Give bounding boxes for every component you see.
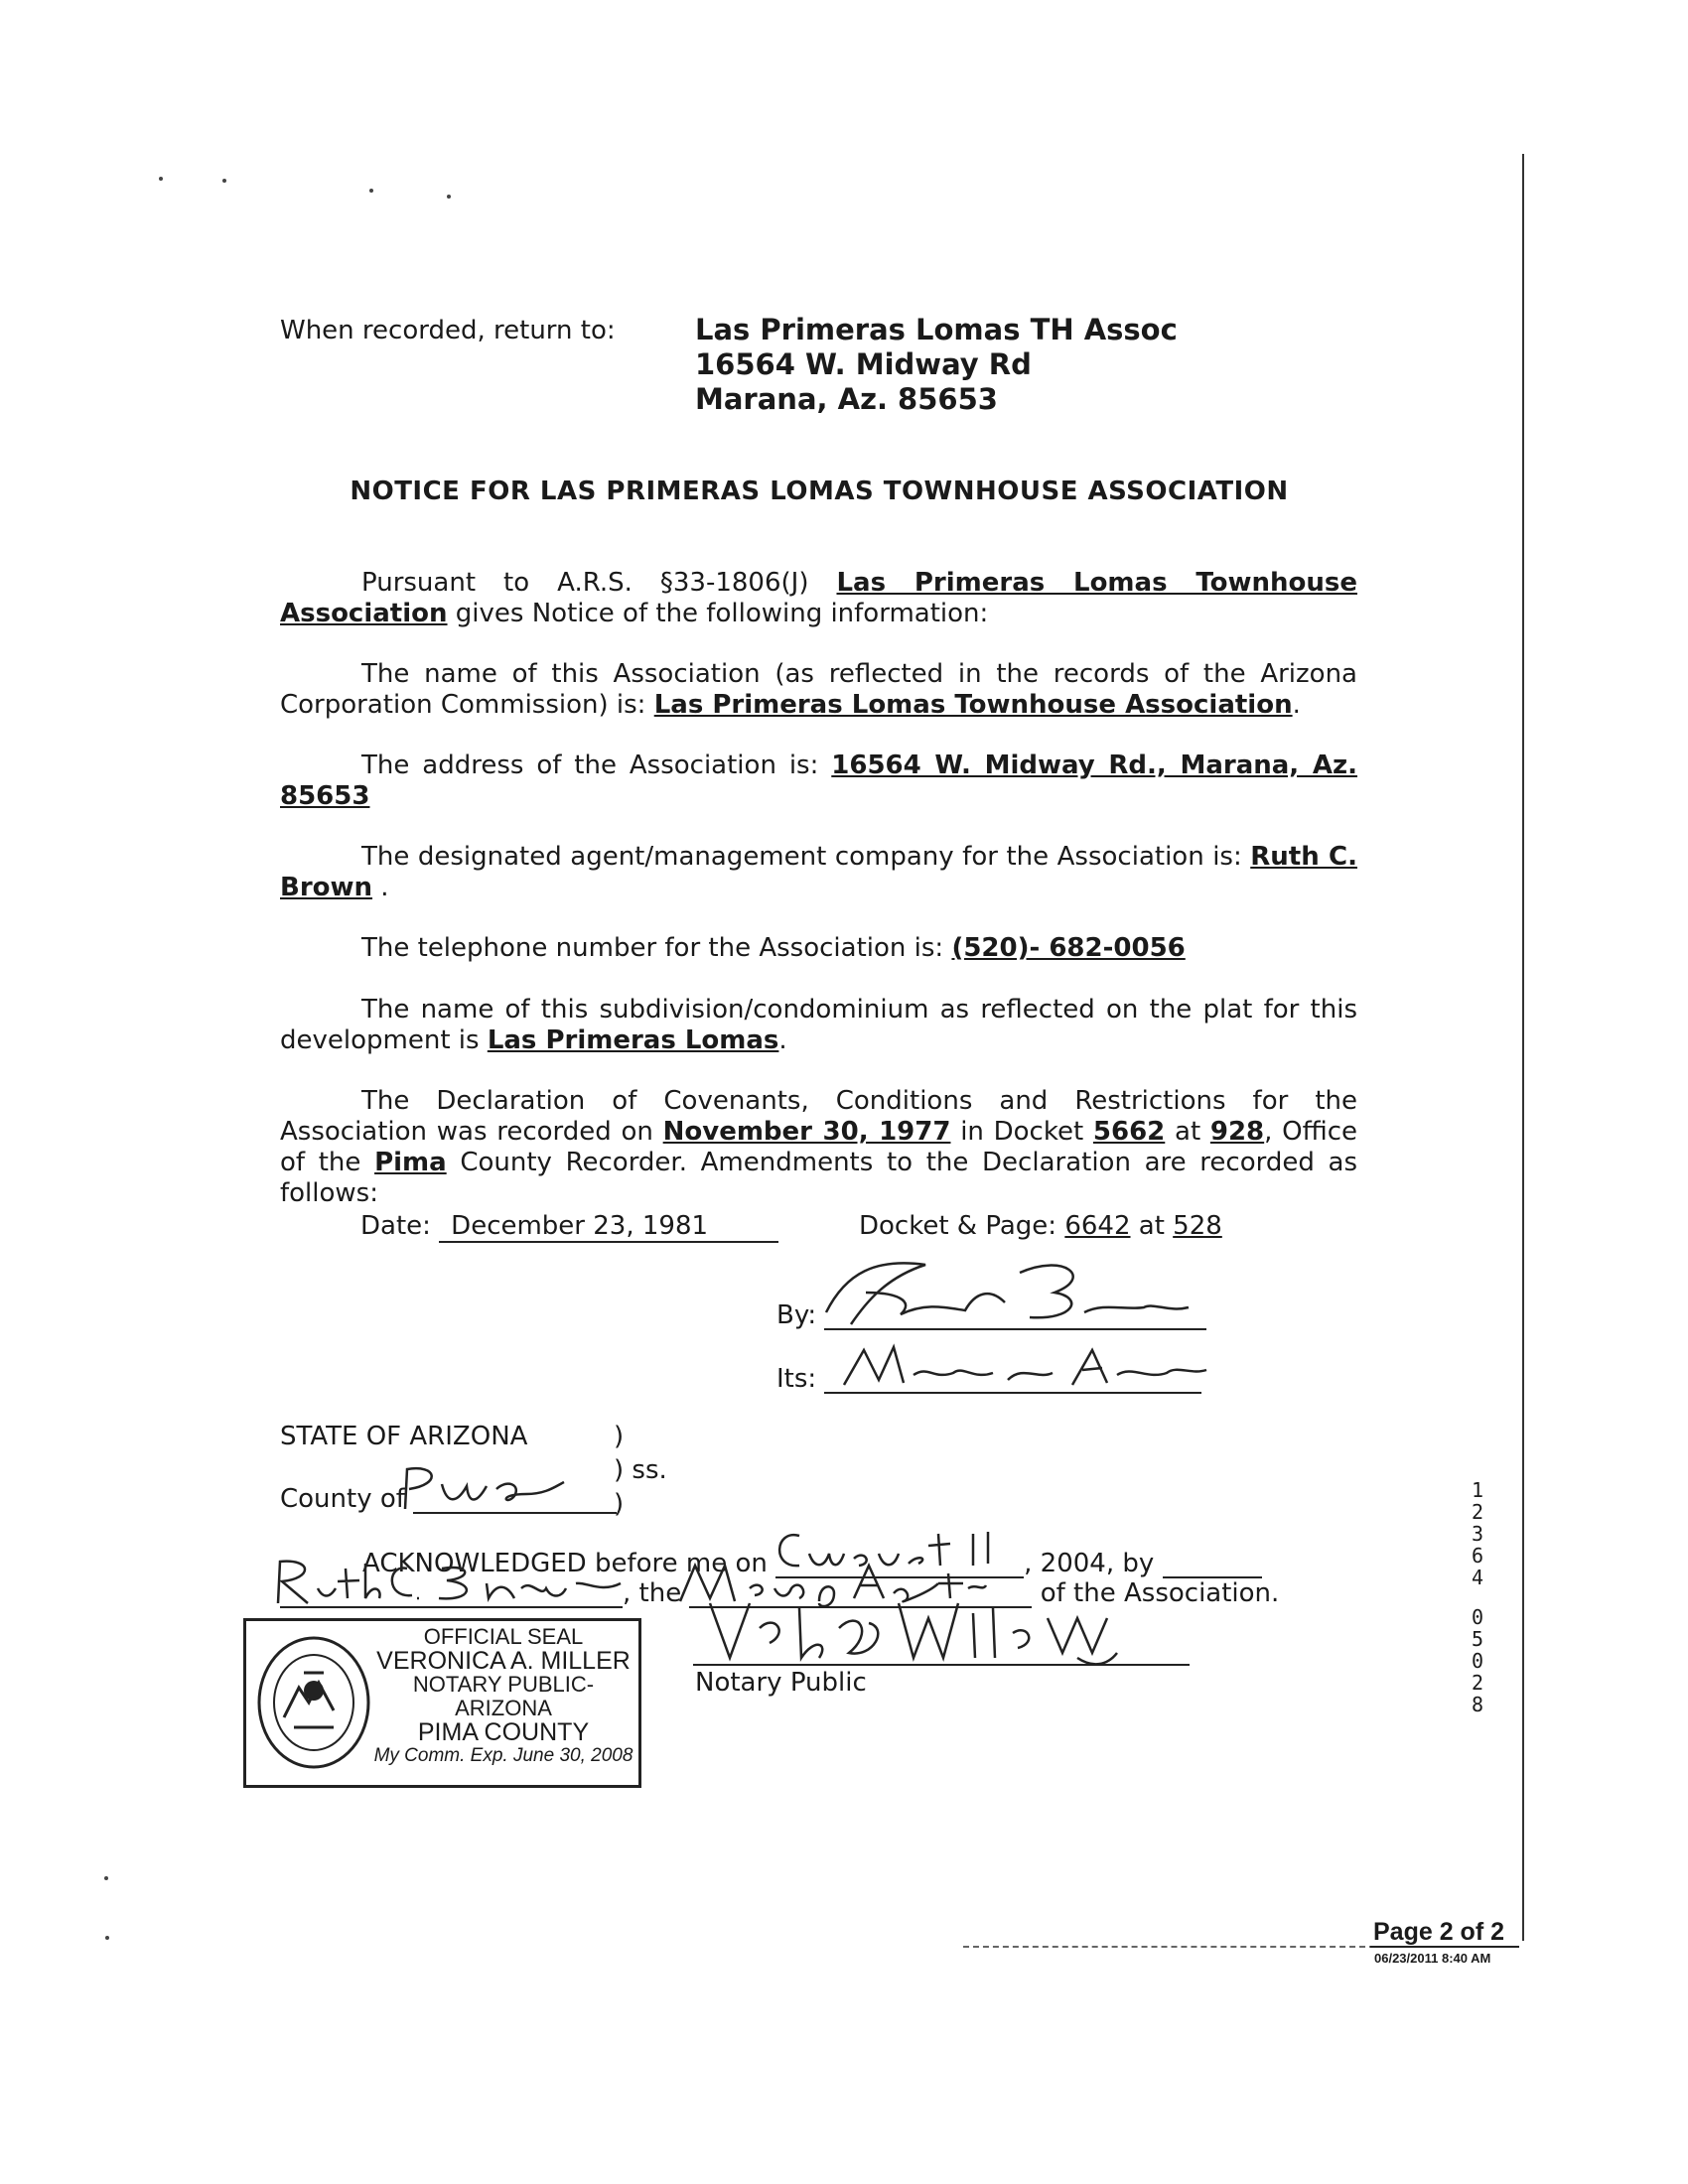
signature-ruth-brown — [806, 1253, 1194, 1332]
return-line-1: Las Primeras Lomas TH Assoc — [695, 313, 1178, 346]
state-label: STATE OF ARIZONA — [280, 1422, 528, 1451]
print-timestamp: 06/23/2011 8:40 AM — [1374, 1951, 1491, 1966]
handwritten-managing-agent — [834, 1335, 1211, 1395]
return-line-3: Marana, Az. 85653 — [695, 382, 998, 416]
paragraph-agent — [280, 842, 1357, 903]
digit: 0 — [1471, 1605, 1484, 1629]
text: , Office of the — [280, 1117, 1358, 1177]
county-name: Pima — [374, 1148, 447, 1177]
digit: 5 — [1471, 1627, 1484, 1651]
amendment-page: 528 — [1173, 1211, 1222, 1241]
ss-label: ) ss. — [614, 1455, 667, 1485]
scan-speck — [222, 179, 226, 183]
docket-number: 5662 — [1092, 1117, 1166, 1147]
text: in Docket — [950, 1117, 1093, 1147]
telephone-number: (520)- 682-0056 — [951, 933, 1186, 963]
scan-speck — [159, 177, 163, 181]
recording-number — [1468, 1479, 1487, 1715]
handwritten-ack-name — [268, 1554, 626, 1608]
return-to-label: When recorded, return to: — [280, 316, 616, 345]
at-word: at — [1138, 1211, 1165, 1241]
arizona-state-seal-icon — [254, 1633, 373, 1772]
paragraph-address — [280, 751, 1357, 812]
amendment-docket-line — [859, 1211, 1222, 1241]
text: The name of this Association (as reflected in the records of the Arizona Corporation Commission) is: — [280, 659, 1357, 720]
digit: 1 — [1471, 1478, 1484, 1502]
county-label: County of — [280, 1484, 405, 1514]
text: . — [778, 1025, 787, 1055]
text: Pursuant to A.R.S. §33-1806(J) — [361, 568, 837, 598]
return-to-address — [695, 313, 1178, 417]
acknowledged-text: ACKNOWLEDGED before me on — [362, 1549, 768, 1578]
ack-by-rule — [1163, 1551, 1262, 1578]
recorded-date: November 30, 1977 — [662, 1117, 951, 1147]
paragraph-subdivision — [280, 995, 1357, 1056]
its-label: Its: — [776, 1364, 817, 1394]
scan-speck — [104, 1876, 108, 1880]
official-seal — [243, 1618, 641, 1788]
seal-line-4: PIMA COUNTY — [417, 1718, 590, 1746]
signature-notary — [700, 1588, 1127, 1668]
notary-public-label: Notary Public — [695, 1668, 867, 1698]
paragraph-association-name — [280, 659, 1357, 721]
text: The Declaration of Covenants, Conditions and Restrictions for the Association was recorded on — [280, 1086, 1357, 1147]
seal-line-2: VERONICA A. MILLER — [376, 1647, 631, 1675]
text: The telephone number for the Association is: — [361, 933, 952, 963]
subdivision-name: Las Primeras Lomas — [487, 1025, 779, 1055]
amendment-date: December 23, 1981 — [439, 1211, 778, 1243]
paren: ) — [614, 1489, 625, 1519]
digit: 0 — [1471, 1649, 1484, 1673]
text: County Recorder. Amendments to the Declaration are recorded as follows: — [280, 1148, 1357, 1208]
digit: 8 — [1471, 1693, 1484, 1716]
seal-line-1: OFFICIAL SEAL — [423, 1624, 584, 1649]
handwritten-county — [397, 1464, 566, 1514]
page-number: Page 2 of 2 — [1373, 1918, 1504, 1946]
text: . — [372, 873, 389, 902]
date-label: Date: — [360, 1211, 431, 1241]
margin-rule — [1522, 154, 1524, 1941]
text: gives Notice of the following information: — [447, 599, 989, 628]
agent-name: Ruth C. Brown — [280, 842, 1357, 902]
digit: 2 — [1471, 1500, 1484, 1524]
paragraph-telephone — [280, 933, 1357, 964]
the-text: , the — [623, 1578, 682, 1608]
digit: 6 — [1471, 1544, 1484, 1568]
association-address: 16564 W. Midway Rd., Marana, Az. 85653 — [280, 751, 1358, 811]
document-title: NOTICE FOR LAS PRIMERAS LOMAS TOWNHOUSE ASSOCIATION — [350, 477, 1289, 506]
footer-dashed-rule — [963, 1946, 1375, 1948]
seal-line-3: NOTARY PUBLIC-ARIZONA — [412, 1672, 595, 1720]
digit: 2 — [1471, 1671, 1484, 1695]
amendment-docket: 6642 — [1064, 1211, 1131, 1241]
scan-speck — [369, 189, 373, 193]
text: The designated agent/management company for the Association is: — [361, 842, 1251, 872]
by-label: By: — [776, 1300, 817, 1330]
paragraph-declaration — [280, 1086, 1357, 1209]
scan-speck — [105, 1936, 109, 1940]
association-name: Las Primeras Lomas Townhouse Association — [653, 690, 1293, 720]
association-name: Las Primeras Lomas Townhouse Association — [280, 568, 1357, 628]
text: The address of the Association is: — [361, 751, 832, 780]
docket-label: Docket & Page: — [859, 1211, 1057, 1241]
digit: 3 — [1471, 1522, 1484, 1546]
paren: ) — [614, 1422, 625, 1451]
return-line-2: 16564 W. Midway Rd — [695, 347, 1032, 381]
seal-line-5: My Comm. Exp. June 30, 2008 — [373, 1745, 633, 1766]
text: The name of this subdivision/condominium as reflected on the plat for this development is — [280, 995, 1357, 1055]
scan-speck — [447, 195, 451, 199]
text: . — [1292, 690, 1301, 720]
year-text: , 2004, by — [1024, 1549, 1155, 1578]
digit — [1468, 1588, 1487, 1606]
page-number: 928 — [1209, 1117, 1265, 1147]
digit: 4 — [1471, 1566, 1484, 1589]
of-association-text: of the Association. — [1040, 1578, 1280, 1608]
paragraph-pursuant — [280, 568, 1357, 629]
footer-rule — [1370, 1946, 1519, 1948]
seal-text — [373, 1625, 633, 1768]
text: at — [1165, 1117, 1210, 1147]
amendment-date-line — [360, 1211, 778, 1243]
